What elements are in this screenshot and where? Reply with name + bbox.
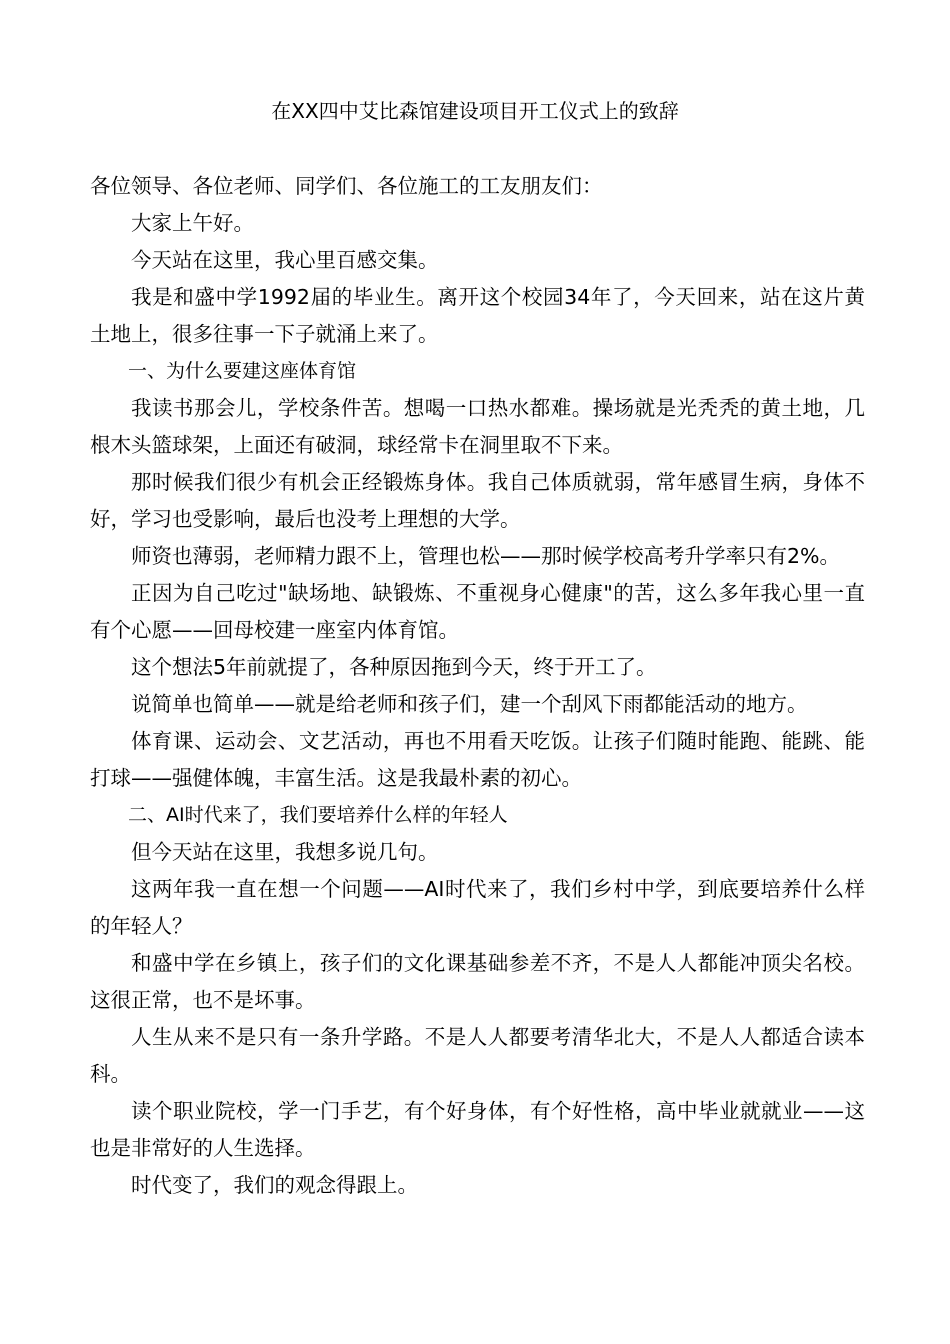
paragraph: 体育课、运动会、文艺活动，再也不用看天吃饭。让孩子们随时能跑、能跳、能打球——强健体魄，丰富生活。这是我最朴素的初心。 [90,729,865,790]
salutation: 各位领导、各位老师、同学们、各位施工的工友朋友们： [90,174,603,198]
paragraph: 人生从来不是只有一条升学路。不是人人都要考清华北大，不是人人都适合读本科。 [90,1025,865,1086]
paragraph: 这个想法5年前就提了，各种原因拖到今天，终于开工了。 [131,655,657,679]
paragraph: 大家上午好。 [131,211,254,235]
paragraph: 读个职业院校，学一门手艺，有个好身体，有个好性格，高中毕业就就业——这也是非常好的人生选择。 [90,1099,865,1160]
paragraph: 那时候我们很少有机会正经锻炼身体。我自己体质就弱，常年感冒生病，身体不好，学习也受影响，最后也没考上理想的大学。 [90,470,865,531]
document-title: 在XX四中艾比森馆建设项目开工仪式上的致辞 [271,99,679,123]
document-body [90,168,865,1204]
paragraph: 今天站在这里，我心里百感交集。 [131,248,439,272]
paragraph: 说简单也简单——就是给老师和孩子们，建一个刮风下雨都能活动的地方。 [131,692,808,716]
section-heading: 二、AI时代来了，我们要培养什么样的年轻人 [128,804,508,826]
paragraph: 我读书那会儿，学校条件苦。想喝一口热水都难。操场就是光秃秃的黄土地，几根木头篮球架，上面还有破洞，球经常卡在洞里取不下来。 [90,396,865,457]
paragraph: 我是和盛中学1992届的毕业生。离开这个校园34年了，今天回来，站在这片黄土地上，很多往事一下子就涌上来了。 [90,285,865,346]
paragraph: 时代变了，我们的观念得跟上。 [131,1173,418,1197]
paragraph: 但今天站在这里，我想多说几句。 [131,840,439,864]
paragraph: 正因为自己吃过"缺场地、缺锻炼、不重视身心健康"的苦，这么多年我心里一直有个心愿——回母校建一座室内体育馆。 [90,581,865,642]
paragraph: 师资也薄弱，老师精力跟不上，管理也松——那时候学校高考升学率只有2%。 [131,544,841,568]
paragraph: 和盛中学在乡镇上，孩子们的文化课基础参差不齐，不是人人都能冲顶尖名校。这很正常，也不是坏事。 [90,951,865,1012]
section-heading: 一、为什么要建这座体育馆 [128,360,357,382]
paragraph: 这两年我一直在想一个问题——AI时代来了，我们乡村中学，到底要培养什么样的年轻人？ [90,877,865,938]
